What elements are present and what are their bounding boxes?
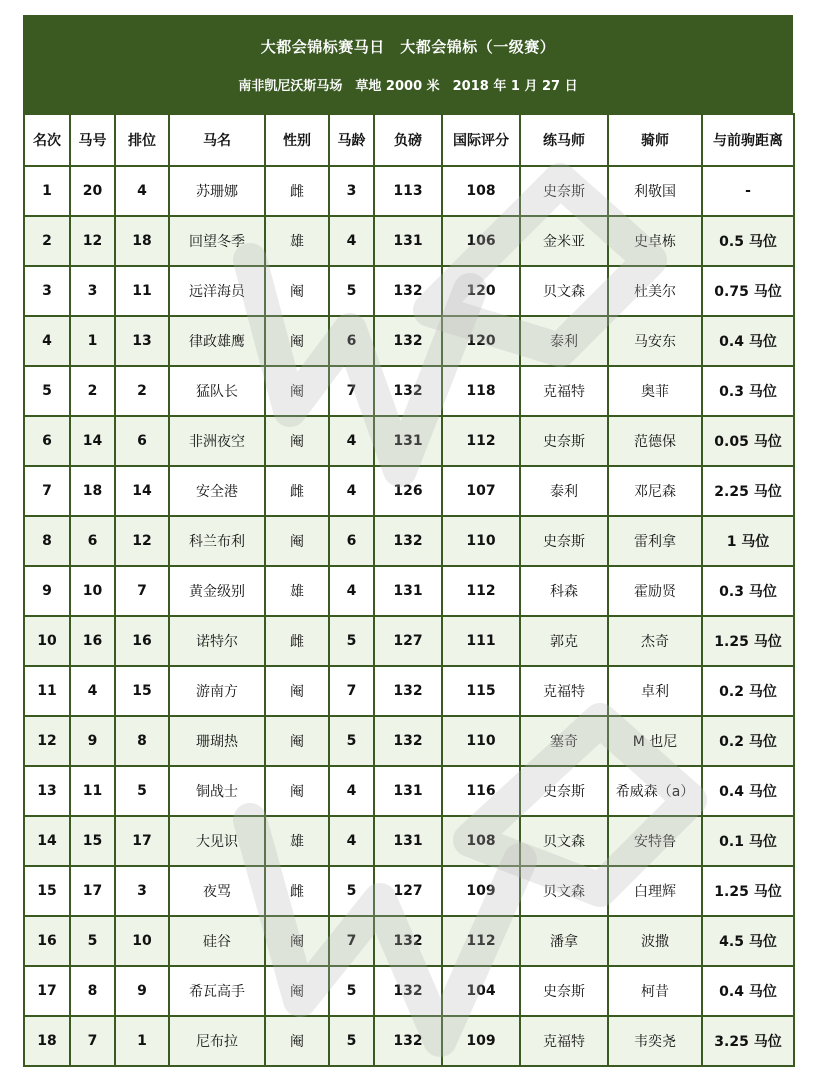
table-cell: 雄 bbox=[265, 216, 329, 266]
table-cell: 泰利 bbox=[520, 316, 608, 366]
table-cell: 3 bbox=[24, 266, 70, 316]
table-cell: 0.3 马位 bbox=[702, 566, 794, 616]
table-cell: 120 bbox=[442, 266, 520, 316]
table-row bbox=[24, 1016, 794, 1066]
table-cell: 104 bbox=[442, 966, 520, 1016]
table-cell: 夜骂 bbox=[169, 866, 265, 916]
table-cell: 132 bbox=[374, 1016, 442, 1066]
table-cell: 杜美尔 bbox=[608, 266, 702, 316]
table-cell: 柯昔 bbox=[608, 966, 702, 1016]
table-cell: 18 bbox=[70, 466, 115, 516]
table-cell: 112 bbox=[442, 566, 520, 616]
table-cell: 110 bbox=[442, 716, 520, 766]
table-cell: 1 bbox=[115, 1016, 169, 1066]
table-cell: 贝文森 bbox=[520, 816, 608, 866]
table-cell: 韦奕尧 bbox=[608, 1016, 702, 1066]
table-cell: 8 bbox=[115, 716, 169, 766]
table-cell: 132 bbox=[374, 666, 442, 716]
table-cell: 132 bbox=[374, 516, 442, 566]
table-cell: 珊瑚热 bbox=[169, 716, 265, 766]
table-cell: 5 bbox=[329, 966, 374, 1016]
table-cell: 131 bbox=[374, 416, 442, 466]
table-cell: 6 bbox=[329, 316, 374, 366]
table-cell: 9 bbox=[24, 566, 70, 616]
table-cell: 132 bbox=[374, 316, 442, 366]
table-row bbox=[24, 416, 794, 466]
table-row bbox=[24, 366, 794, 416]
table-cell: 11 bbox=[115, 266, 169, 316]
table-cell: 116 bbox=[442, 766, 520, 816]
table-cell: 铜战士 bbox=[169, 766, 265, 816]
table-header-row bbox=[24, 114, 794, 166]
table-cell: 11 bbox=[24, 666, 70, 716]
table-cell: 安全港 bbox=[169, 466, 265, 516]
table-cell: 7 bbox=[329, 666, 374, 716]
table-cell: 尼布拉 bbox=[169, 1016, 265, 1066]
table-row bbox=[24, 516, 794, 566]
table-cell: 10 bbox=[24, 616, 70, 666]
table-body bbox=[24, 166, 794, 1066]
table-cell: 132 bbox=[374, 916, 442, 966]
table-cell: 112 bbox=[442, 416, 520, 466]
table-cell: 5 bbox=[329, 866, 374, 916]
table-cell: 猛队长 bbox=[169, 366, 265, 416]
table-cell: 108 bbox=[442, 816, 520, 866]
table-cell: 2 bbox=[24, 216, 70, 266]
table-cell: 史卓栋 bbox=[608, 216, 702, 266]
table-cell: 诺特尔 bbox=[169, 616, 265, 666]
table-cell: 9 bbox=[115, 966, 169, 1016]
table-cell: 5 bbox=[115, 766, 169, 816]
table-cell: 5 bbox=[24, 366, 70, 416]
table-cell: 7 bbox=[329, 916, 374, 966]
table-cell: 5 bbox=[329, 266, 374, 316]
table-cell: 7 bbox=[70, 1016, 115, 1066]
table-cell: 0.2 马位 bbox=[702, 666, 794, 716]
table-cell: 12 bbox=[24, 716, 70, 766]
table-cell: 阉 bbox=[265, 1016, 329, 1066]
table-cell: 1.25 马位 bbox=[702, 866, 794, 916]
table-cell: 5 bbox=[70, 916, 115, 966]
table-cell: 15 bbox=[115, 666, 169, 716]
table-cell: 13 bbox=[24, 766, 70, 816]
table-cell: 4 bbox=[24, 316, 70, 366]
table-cell: 0.2 马位 bbox=[702, 716, 794, 766]
table-cell: 15 bbox=[70, 816, 115, 866]
table-cell: 邓尼森 bbox=[608, 466, 702, 516]
table-cell: 贝文森 bbox=[520, 866, 608, 916]
table-cell: 白理辉 bbox=[608, 866, 702, 916]
table-cell: 克福特 bbox=[520, 666, 608, 716]
table-row bbox=[24, 616, 794, 666]
table-cell: 雄 bbox=[265, 816, 329, 866]
column-header: 马号 bbox=[70, 114, 115, 166]
table-cell: 雌 bbox=[265, 166, 329, 216]
table-cell: 132 bbox=[374, 716, 442, 766]
table-cell: 1.25 马位 bbox=[702, 616, 794, 666]
table-cell: 16 bbox=[70, 616, 115, 666]
table-cell: 0.5 马位 bbox=[702, 216, 794, 266]
table-row bbox=[24, 216, 794, 266]
table-cell: 马安东 bbox=[608, 316, 702, 366]
table-row bbox=[24, 716, 794, 766]
column-header: 马名 bbox=[169, 114, 265, 166]
table-cell: 1 bbox=[70, 316, 115, 366]
table-cell: 雌 bbox=[265, 466, 329, 516]
table-cell: 112 bbox=[442, 916, 520, 966]
table-cell: 金米亚 bbox=[520, 216, 608, 266]
table-cell: 0.05 马位 bbox=[702, 416, 794, 466]
table-cell: 2.25 马位 bbox=[702, 466, 794, 516]
table-cell: 1 bbox=[24, 166, 70, 216]
table-cell: 18 bbox=[24, 1016, 70, 1066]
table-row bbox=[24, 166, 794, 216]
table-cell: 18 bbox=[115, 216, 169, 266]
table-cell: 0.1 马位 bbox=[702, 816, 794, 866]
table-cell: 14 bbox=[24, 816, 70, 866]
table-cell: 17 bbox=[70, 866, 115, 916]
table-cell: 科森 bbox=[520, 566, 608, 616]
table-cell: 8 bbox=[24, 516, 70, 566]
table-cell: 12 bbox=[115, 516, 169, 566]
column-header: 性别 bbox=[265, 114, 329, 166]
table-cell: 131 bbox=[374, 216, 442, 266]
table-cell: 律政雄鹰 bbox=[169, 316, 265, 366]
table-cell: 110 bbox=[442, 516, 520, 566]
table-cell: 远洋海员 bbox=[169, 266, 265, 316]
table-cell: 126 bbox=[374, 466, 442, 516]
table-cell: 4 bbox=[329, 566, 374, 616]
table-cell: 希威森（a） bbox=[608, 766, 702, 816]
table-cell: 7 bbox=[115, 566, 169, 616]
column-header: 与前驹距离 bbox=[702, 114, 794, 166]
table-cell: 1 马位 bbox=[702, 516, 794, 566]
table-cell: 利敬国 bbox=[608, 166, 702, 216]
table-cell: 阉 bbox=[265, 916, 329, 966]
table-cell: 阉 bbox=[265, 716, 329, 766]
results-table bbox=[23, 113, 795, 1067]
table-cell: 2 bbox=[115, 366, 169, 416]
table-cell: 17 bbox=[24, 966, 70, 1016]
race-title: 大都会锦标赛马日 大都会锦标（一级赛） bbox=[260, 38, 556, 56]
table-cell: 6 bbox=[24, 416, 70, 466]
table-cell: 史奈斯 bbox=[520, 966, 608, 1016]
table-cell: 雌 bbox=[265, 616, 329, 666]
table-cell: 苏珊娜 bbox=[169, 166, 265, 216]
table-cell: 0.75 马位 bbox=[702, 266, 794, 316]
table-row bbox=[24, 766, 794, 816]
table-cell: 113 bbox=[374, 166, 442, 216]
table-cell: 阉 bbox=[265, 516, 329, 566]
table-cell: 阉 bbox=[265, 666, 329, 716]
table-cell: 卓利 bbox=[608, 666, 702, 716]
table-cell: 回望冬季 bbox=[169, 216, 265, 266]
table-cell: 霍励贤 bbox=[608, 566, 702, 616]
table-cell: 14 bbox=[70, 416, 115, 466]
table-cell: 20 bbox=[70, 166, 115, 216]
table-row bbox=[24, 466, 794, 516]
table-row bbox=[24, 266, 794, 316]
results-header bbox=[23, 15, 793, 113]
table-cell: 108 bbox=[442, 166, 520, 216]
table-cell: 4 bbox=[329, 816, 374, 866]
table-cell: 120 bbox=[442, 316, 520, 366]
table-row bbox=[24, 916, 794, 966]
table-cell: 泰利 bbox=[520, 466, 608, 516]
table-cell: 6 bbox=[329, 516, 374, 566]
table-cell: 史奈斯 bbox=[520, 416, 608, 466]
table-cell: 11 bbox=[70, 766, 115, 816]
table-cell: 3 bbox=[70, 266, 115, 316]
table-cell: 黄金级别 bbox=[169, 566, 265, 616]
column-header: 马龄 bbox=[329, 114, 374, 166]
table-cell: 贝文森 bbox=[520, 266, 608, 316]
table-cell: 15 bbox=[24, 866, 70, 916]
column-header: 骑师 bbox=[608, 114, 702, 166]
table-cell: 4.5 马位 bbox=[702, 916, 794, 966]
results-document bbox=[23, 15, 793, 1081]
column-header: 国际评分 bbox=[442, 114, 520, 166]
table-cell: 雌 bbox=[265, 866, 329, 916]
table-cell: 109 bbox=[442, 866, 520, 916]
table-cell: 硅谷 bbox=[169, 916, 265, 966]
table-cell: 阉 bbox=[265, 416, 329, 466]
table-cell: 12 bbox=[70, 216, 115, 266]
table-cell: 雷利拿 bbox=[608, 516, 702, 566]
column-header: 练马师 bbox=[520, 114, 608, 166]
table-cell: 希瓦高手 bbox=[169, 966, 265, 1016]
table-cell: 127 bbox=[374, 866, 442, 916]
table-cell: 118 bbox=[442, 366, 520, 416]
table-cell: 郭克 bbox=[520, 616, 608, 666]
table-cell: 6 bbox=[115, 416, 169, 466]
table-row bbox=[24, 966, 794, 1016]
column-header: 负磅 bbox=[374, 114, 442, 166]
column-header: 排位 bbox=[115, 114, 169, 166]
table-cell: 范德保 bbox=[608, 416, 702, 466]
table-cell: 132 bbox=[374, 966, 442, 1016]
race-subtitle: 南非凯尼沃斯马场 草地 2000 米 2018 年 1 月 27 日 bbox=[238, 79, 578, 94]
table-cell: 雄 bbox=[265, 566, 329, 616]
table-cell: 4 bbox=[70, 666, 115, 716]
table-cell: 10 bbox=[115, 916, 169, 966]
table-cell: 阉 bbox=[265, 966, 329, 1016]
table-cell: 0.4 马位 bbox=[702, 966, 794, 1016]
table-cell: 5 bbox=[329, 1016, 374, 1066]
table-cell: 克福特 bbox=[520, 366, 608, 416]
table-cell: 史奈斯 bbox=[520, 166, 608, 216]
table-cell: 奥菲 bbox=[608, 366, 702, 416]
table-cell: 波撒 bbox=[608, 916, 702, 966]
table-row bbox=[24, 816, 794, 866]
table-cell: 16 bbox=[115, 616, 169, 666]
table-cell: 6 bbox=[70, 516, 115, 566]
table-cell: 阉 bbox=[265, 366, 329, 416]
table-cell: 大见识 bbox=[169, 816, 265, 866]
table-cell: 4 bbox=[329, 216, 374, 266]
table-cell: 7 bbox=[329, 366, 374, 416]
table-cell: 3 bbox=[329, 166, 374, 216]
table-cell: 107 bbox=[442, 466, 520, 516]
table-cell: 克福特 bbox=[520, 1016, 608, 1066]
table-cell: 阉 bbox=[265, 266, 329, 316]
table-cell: 史奈斯 bbox=[520, 766, 608, 816]
table-cell: 111 bbox=[442, 616, 520, 666]
table-cell: 0.4 马位 bbox=[702, 766, 794, 816]
table-cell: 106 bbox=[442, 216, 520, 266]
table-cell: 阉 bbox=[265, 766, 329, 816]
table-cell: 132 bbox=[374, 266, 442, 316]
table-cell: 3.25 马位 bbox=[702, 1016, 794, 1066]
table-cell: 科兰布利 bbox=[169, 516, 265, 566]
table-row bbox=[24, 866, 794, 916]
table-cell: 131 bbox=[374, 566, 442, 616]
table-cell: 131 bbox=[374, 766, 442, 816]
table-cell: 4 bbox=[329, 766, 374, 816]
table-cell: 4 bbox=[329, 466, 374, 516]
table-cell: 131 bbox=[374, 816, 442, 866]
table-cell: 5 bbox=[329, 616, 374, 666]
table-cell: 杰奇 bbox=[608, 616, 702, 666]
table-cell: 安特鲁 bbox=[608, 816, 702, 866]
table-cell: 115 bbox=[442, 666, 520, 716]
table-cell: 0.3 马位 bbox=[702, 366, 794, 416]
table-cell: 潘拿 bbox=[520, 916, 608, 966]
table-cell: 9 bbox=[70, 716, 115, 766]
table-cell: 17 bbox=[115, 816, 169, 866]
table-row bbox=[24, 566, 794, 616]
table-cell: 7 bbox=[24, 466, 70, 516]
table-cell: 4 bbox=[115, 166, 169, 216]
table-row bbox=[24, 316, 794, 366]
table-cell: 0.4 马位 bbox=[702, 316, 794, 366]
table-cell: 游南方 bbox=[169, 666, 265, 716]
table-cell: 132 bbox=[374, 366, 442, 416]
table-row bbox=[24, 666, 794, 716]
table-cell: 127 bbox=[374, 616, 442, 666]
table-cell: M 也尼 bbox=[608, 716, 702, 766]
table-cell: 阉 bbox=[265, 316, 329, 366]
table-cell: 14 bbox=[115, 466, 169, 516]
table-cell: 13 bbox=[115, 316, 169, 366]
table-cell: 8 bbox=[70, 966, 115, 1016]
table-cell: 16 bbox=[24, 916, 70, 966]
table-cell: 非洲夜空 bbox=[169, 416, 265, 466]
table-cell: 4 bbox=[329, 416, 374, 466]
table-cell: 史奈斯 bbox=[520, 516, 608, 566]
table-cell: - bbox=[702, 166, 794, 216]
table-cell: 2 bbox=[70, 366, 115, 416]
table-cell: 10 bbox=[70, 566, 115, 616]
table-cell: 109 bbox=[442, 1016, 520, 1066]
table-cell: 5 bbox=[329, 716, 374, 766]
column-header: 名次 bbox=[24, 114, 70, 166]
table-cell: 3 bbox=[115, 866, 169, 916]
table-cell: 塞奇 bbox=[520, 716, 608, 766]
